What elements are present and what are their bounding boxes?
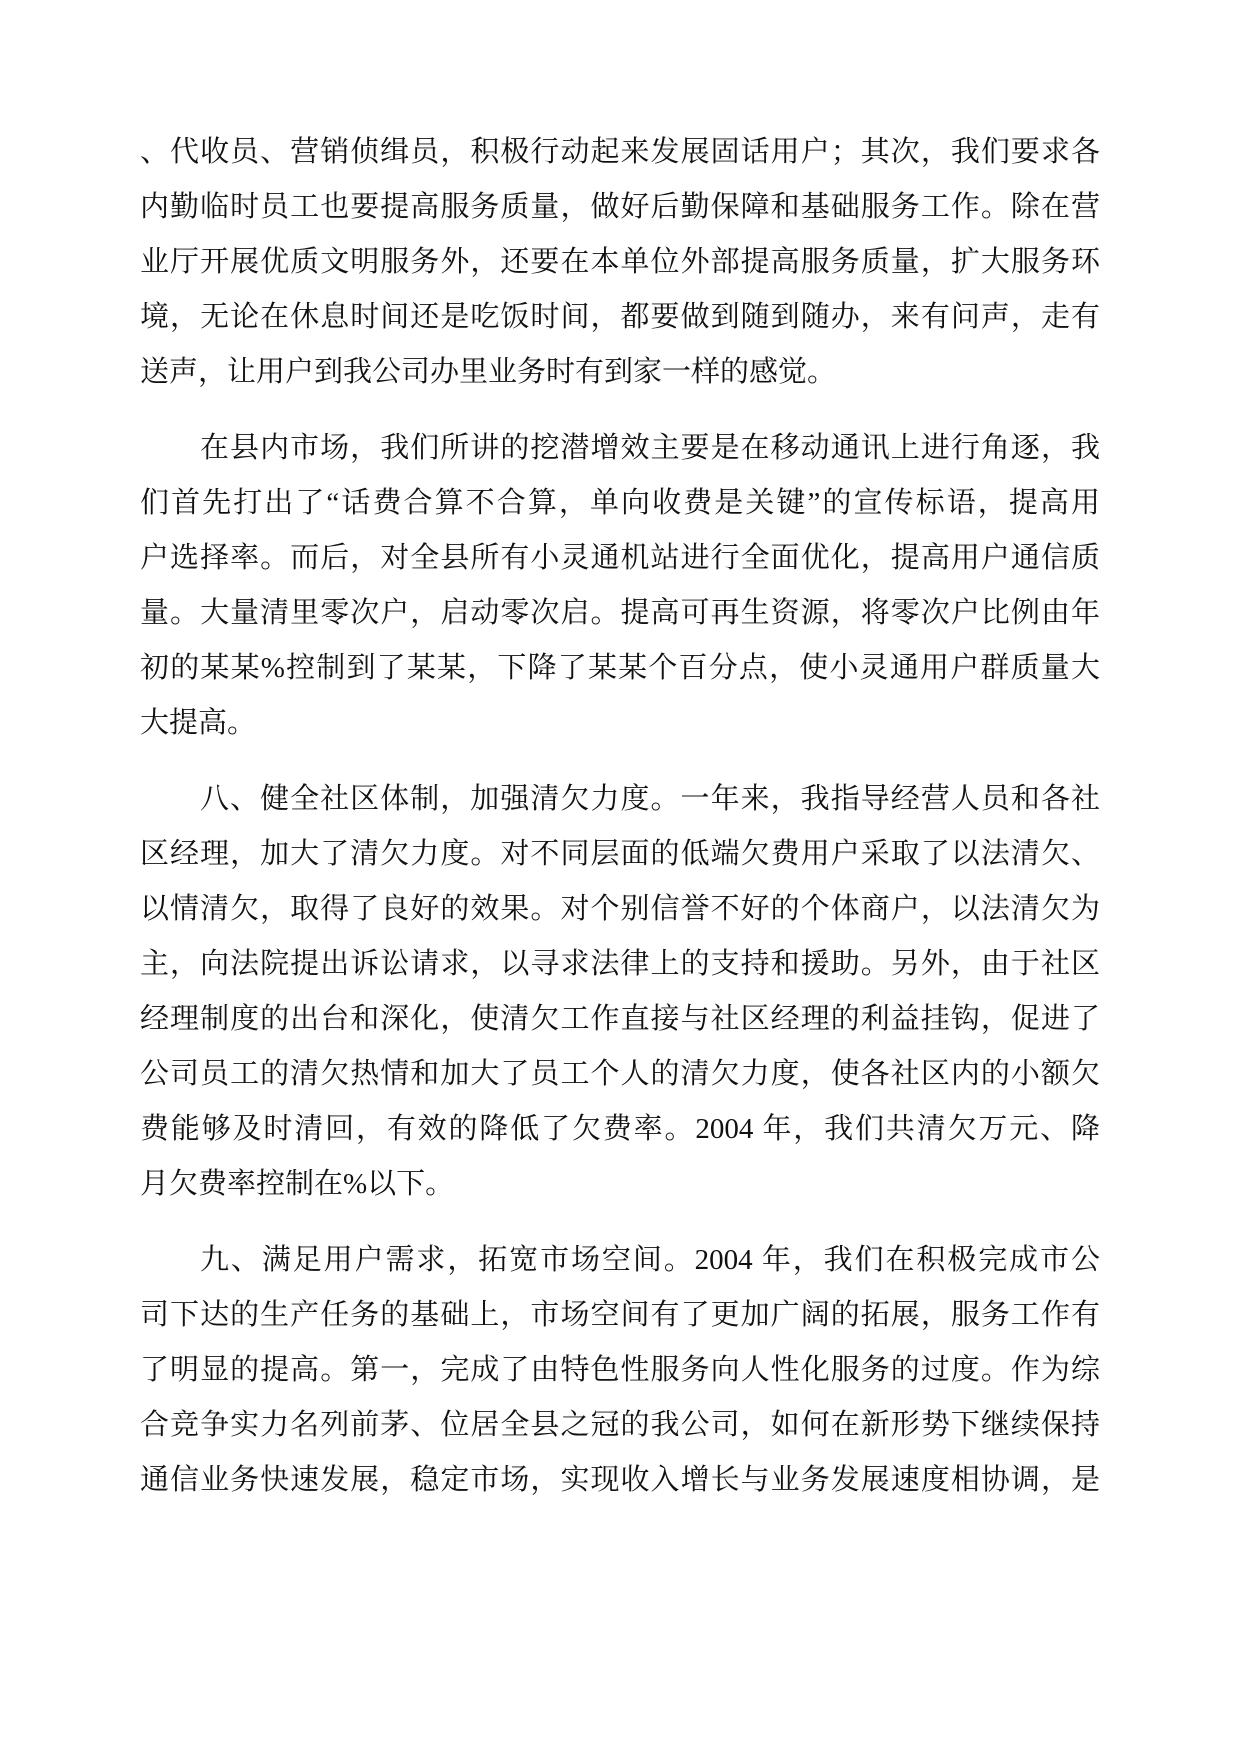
- paragraph-line: 公司员工的清欠热情和加大了员工个人的清欠力度，使各社区内的小额欠: [140, 1058, 1100, 1090]
- paragraph-line: 九、满足用户需求，拓宽市场空间。2004 年，我们在积极完成市公: [200, 1244, 1100, 1276]
- paragraph-line: 们首先打出了“话费合算不合算，单向收费是关键”的宣传标语，提高用: [140, 487, 1100, 519]
- paragraph-line: 境，无论在休息时间还是吃饭时间，都要做到随到随办，来有问声，走有: [140, 301, 1100, 333]
- paragraph-line: 了明显的提高。第一，完成了由特色性服务向人性化服务的过度。作为综: [140, 1354, 1100, 1386]
- paragraph-line: 以情清欠，取得了良好的效果。对个别信誉不好的个体商户，以法清欠为: [140, 893, 1100, 925]
- paragraph-line: 主，向法院提出诉讼请求，以寻求法律上的支持和援助。另外，由于社区: [140, 948, 1100, 980]
- paragraph-line: 大提高。: [140, 707, 257, 739]
- paragraph-line: 户选择率。而后，对全县所有小灵通机站进行全面优化，提高用户通信质: [140, 542, 1100, 574]
- document-body: [140, 125, 1100, 1529]
- paragraph-line: 区经理，加大了清欠力度。对不同层面的低端欠费用户采取了以法清欠、: [140, 838, 1100, 870]
- paragraph-line: 经理制度的出台和深化，使清欠工作直接与社区经理的利益挂钩，促进了: [140, 1003, 1100, 1035]
- paragraph-3: [140, 772, 1100, 1212]
- paragraph-line: 费能够及时清回，有效的降低了欠费率。2004 年，我们共清欠万元、降: [140, 1113, 1100, 1145]
- paragraph-line: 在县内市场，我们所讲的挖潜增效主要是在移动通讯上进行角逐，我: [200, 432, 1100, 464]
- paragraph-4: [140, 1233, 1100, 1508]
- paragraph-2: [140, 421, 1100, 751]
- paragraph-line: 月欠费率控制在%以下。: [140, 1168, 455, 1200]
- paragraph-1: [140, 125, 1100, 400]
- paragraph-line: 通信业务快速发展，稳定市场，实现收入增长与业务发展速度相协调，是: [140, 1464, 1100, 1496]
- paragraph-line: 司下达的生产任务的基础上，市场空间有了更加广阔的拓展，服务工作有: [140, 1299, 1100, 1331]
- paragraph-line: 内勤临时员工也要提高服务质量，做好后勤保障和基础服务工作。除在营: [140, 191, 1100, 223]
- paragraph-line: 、代收员、营销侦缉员，积极行动起来发展固话用户；其次，我们要求各: [140, 136, 1100, 168]
- paragraph-line: 业厅开展优质文明服务外，还要在本单位外部提高服务质量，扩大服务环: [140, 246, 1100, 278]
- paragraph-line: 初的某某%控制到了某某，下降了某某个百分点，使小灵通用户群质量大: [140, 652, 1100, 684]
- paragraph-line: 送声，让用户到我公司办里业务时有到家一样的感觉。: [140, 356, 837, 388]
- paragraph-line: 合竞争实力名列前茅、位居全县之冠的我公司，如何在新形势下继续保持: [140, 1409, 1100, 1441]
- paragraph-line: 量。大量清里零次户，启动零次启。提高可再生资源，将零次户比例由年: [140, 597, 1100, 629]
- paragraph-line: 八、健全社区体制，加强清欠力度。一年来，我指导经营人员和各社: [200, 783, 1100, 815]
